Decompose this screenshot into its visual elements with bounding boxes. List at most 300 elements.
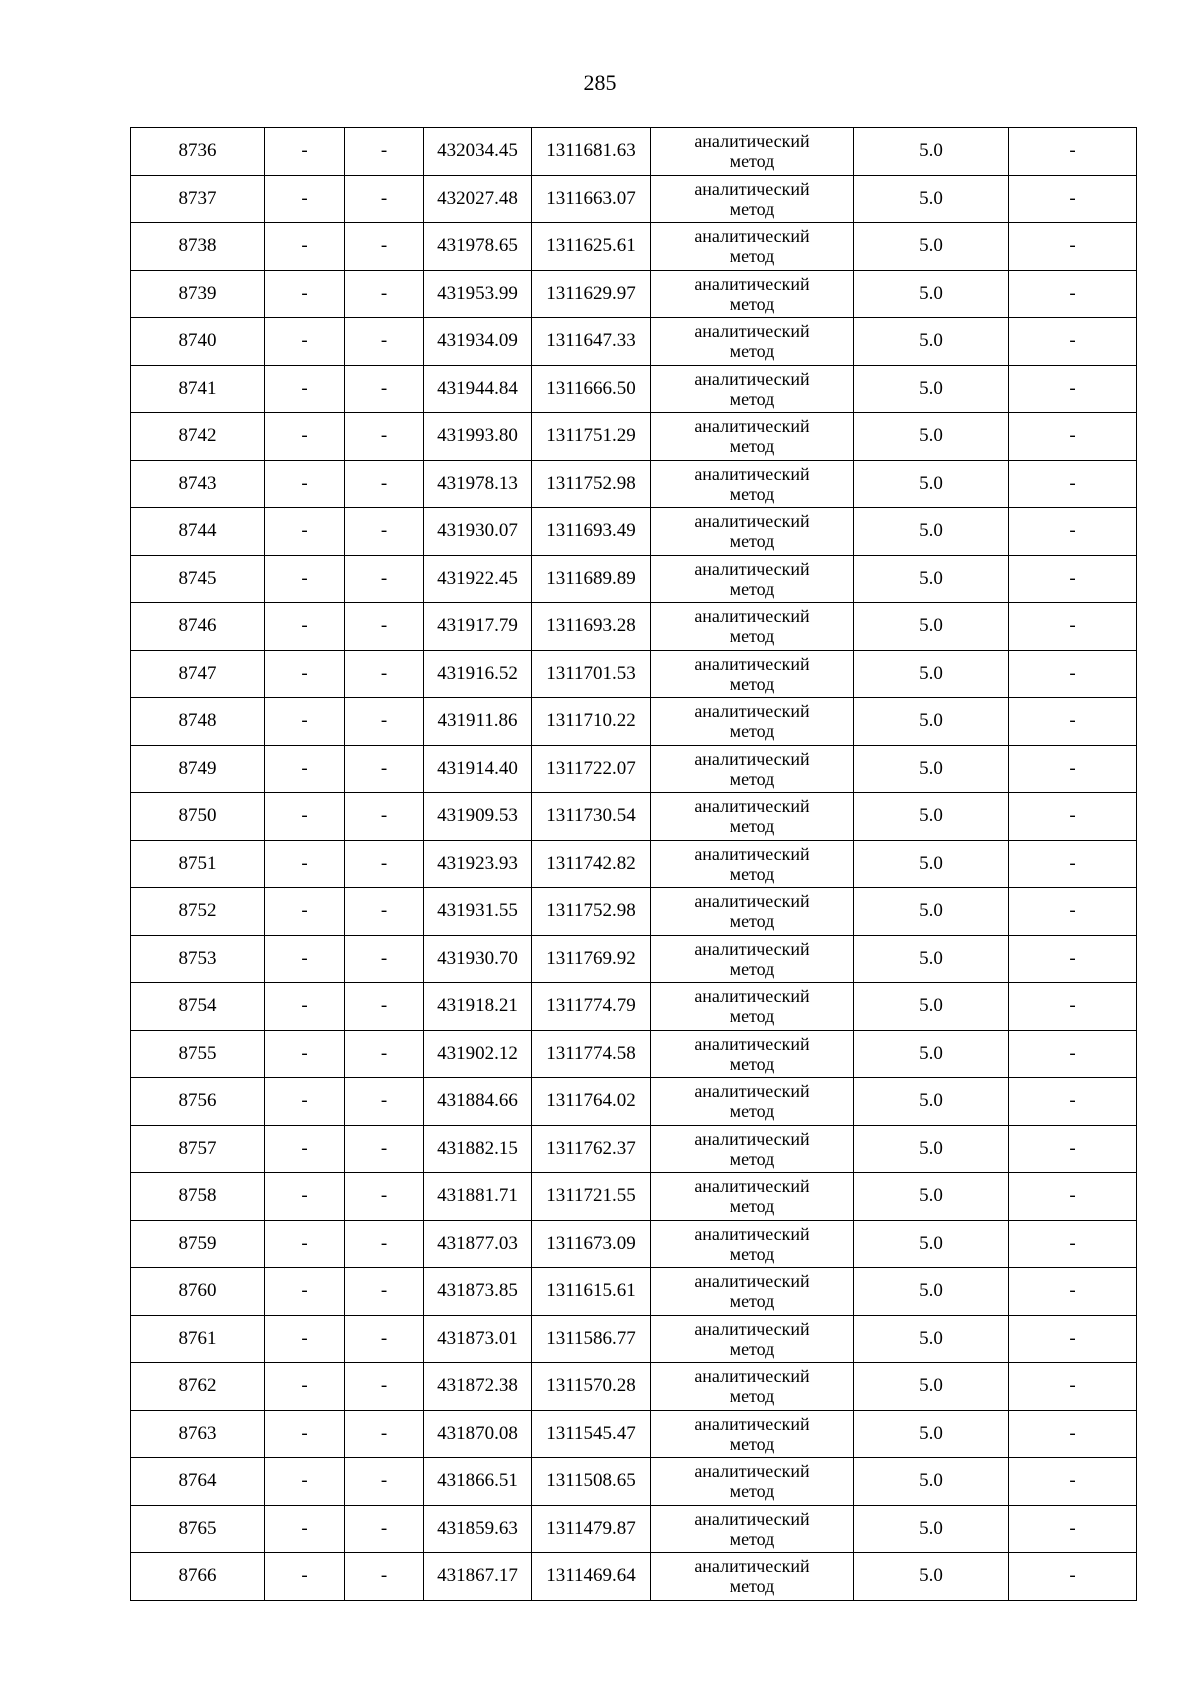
column-8-cell: -: [1009, 1505, 1137, 1553]
column-8-cell: -: [1009, 175, 1137, 223]
method-cell: [651, 650, 854, 698]
column-8-cell: -: [1009, 128, 1137, 176]
point-number-cell: 8759: [131, 1220, 265, 1268]
method-cell: [651, 365, 854, 413]
column-2-cell: -: [265, 745, 345, 793]
y-coordinate-cell: 1311469.64: [532, 1553, 651, 1601]
table-row: [131, 1078, 1137, 1126]
y-coordinate-cell: 1311545.47: [532, 1410, 651, 1458]
method-cell: [651, 508, 854, 556]
x-coordinate-cell: 432034.45: [424, 128, 532, 176]
column-2-cell: -: [265, 935, 345, 983]
column-2-cell: -: [265, 1078, 345, 1126]
x-coordinate-cell: 431916.52: [424, 650, 532, 698]
table-row: [131, 888, 1137, 936]
point-number-cell: 8756: [131, 1078, 265, 1126]
table-row: [131, 1173, 1137, 1221]
y-coordinate-cell: 1311625.61: [532, 223, 651, 271]
column-8-cell: -: [1009, 460, 1137, 508]
column-8-cell: -: [1009, 318, 1137, 366]
column-2-cell: -: [265, 1315, 345, 1363]
method-cell: [651, 1125, 854, 1173]
y-coordinate-cell: 1311570.28: [532, 1363, 651, 1411]
x-coordinate-cell: 431867.17: [424, 1553, 532, 1601]
method-line-1: аналитический: [694, 1033, 810, 1054]
table-body: [131, 128, 1137, 1601]
column-8-cell: -: [1009, 745, 1137, 793]
table-row: [131, 793, 1137, 841]
column-8-cell: -: [1009, 840, 1137, 888]
x-coordinate-cell: 431922.45: [424, 555, 532, 603]
method-cell: [651, 1220, 854, 1268]
method-cell: [651, 1315, 854, 1363]
method-line-2: метод: [729, 1528, 775, 1549]
method-line-2: метод: [729, 768, 775, 789]
column-8-cell: -: [1009, 1125, 1137, 1173]
accuracy-cell: 5.0: [854, 603, 1009, 651]
method-line-1: аналитический: [694, 463, 810, 484]
column-8-cell: -: [1009, 555, 1137, 603]
column-2-cell: -: [265, 175, 345, 223]
x-coordinate-cell: 431882.15: [424, 1125, 532, 1173]
point-number-cell: 8745: [131, 555, 265, 603]
method-cell: [651, 840, 854, 888]
accuracy-cell: 5.0: [854, 840, 1009, 888]
column-8-cell: -: [1009, 270, 1137, 318]
point-number-cell: 8736: [131, 128, 265, 176]
accuracy-cell: 5.0: [854, 460, 1009, 508]
accuracy-cell: 5.0: [854, 318, 1009, 366]
x-coordinate-cell: 431884.66: [424, 1078, 532, 1126]
column-3-cell: -: [345, 1030, 424, 1078]
method-line-1: аналитический: [694, 226, 810, 247]
method-cell: [651, 1173, 854, 1221]
column-2-cell: -: [265, 1505, 345, 1553]
accuracy-cell: 5.0: [854, 1125, 1009, 1173]
accuracy-cell: 5.0: [854, 745, 1009, 793]
table-row: [131, 175, 1137, 223]
table-row: [131, 745, 1137, 793]
point-number-cell: 8752: [131, 888, 265, 936]
x-coordinate-cell: 431873.01: [424, 1315, 532, 1363]
method-cell: [651, 1268, 854, 1316]
column-3-cell: -: [345, 793, 424, 841]
method-line-1: аналитический: [694, 1176, 810, 1197]
column-2-cell: -: [265, 1173, 345, 1221]
method-line-2: метод: [729, 388, 775, 409]
method-line-2: метод: [729, 911, 775, 932]
column-2-cell: -: [265, 1268, 345, 1316]
method-cell: [651, 1553, 854, 1601]
x-coordinate-cell: 432027.48: [424, 175, 532, 223]
point-number-cell: 8758: [131, 1173, 265, 1221]
column-3-cell: -: [345, 555, 424, 603]
method-line-1: аналитический: [694, 1556, 810, 1577]
x-coordinate-cell: 431978.65: [424, 223, 532, 271]
y-coordinate-cell: 1311663.07: [532, 175, 651, 223]
y-coordinate-cell: 1311508.65: [532, 1458, 651, 1506]
table-row: [131, 460, 1137, 508]
column-8-cell: -: [1009, 413, 1137, 461]
page-number: 285: [583, 70, 617, 95]
point-number-cell: 8747: [131, 650, 265, 698]
method-cell: [651, 888, 854, 936]
column-2-cell: -: [265, 270, 345, 318]
table-row: [131, 318, 1137, 366]
column-8-cell: -: [1009, 1363, 1137, 1411]
method-line-2: метод: [729, 816, 775, 837]
x-coordinate-cell: 431918.21: [424, 983, 532, 1031]
point-number-cell: 8738: [131, 223, 265, 271]
accuracy-cell: 5.0: [854, 413, 1009, 461]
y-coordinate-cell: 1311764.02: [532, 1078, 651, 1126]
column-8-cell: -: [1009, 1220, 1137, 1268]
method-cell: [651, 1410, 854, 1458]
method-cell: [651, 745, 854, 793]
column-3-cell: -: [345, 1268, 424, 1316]
method-line-1: аналитический: [694, 1128, 810, 1149]
column-2-cell: -: [265, 1410, 345, 1458]
method-line-2: метод: [729, 483, 775, 504]
column-3-cell: -: [345, 128, 424, 176]
method-cell: [651, 175, 854, 223]
method-line-2: метод: [729, 436, 775, 457]
column-2-cell: -: [265, 1125, 345, 1173]
y-coordinate-cell: 1311742.82: [532, 840, 651, 888]
method-line-1: аналитический: [694, 273, 810, 294]
method-line-2: метод: [729, 1006, 775, 1027]
column-3-cell: -: [345, 270, 424, 318]
column-2-cell: -: [265, 318, 345, 366]
x-coordinate-cell: 431930.70: [424, 935, 532, 983]
table-row: [131, 983, 1137, 1031]
column-8-cell: -: [1009, 650, 1137, 698]
column-3-cell: -: [345, 603, 424, 651]
column-3-cell: -: [345, 1315, 424, 1363]
column-3-cell: -: [345, 983, 424, 1031]
table-row: [131, 1315, 1137, 1363]
table-row: [131, 935, 1137, 983]
method-cell: [651, 1363, 854, 1411]
table-row: [131, 698, 1137, 746]
column-8-cell: -: [1009, 1268, 1137, 1316]
method-cell: [651, 1505, 854, 1553]
column-3-cell: -: [345, 698, 424, 746]
column-8-cell: -: [1009, 983, 1137, 1031]
y-coordinate-cell: 1311751.29: [532, 413, 651, 461]
column-3-cell: -: [345, 460, 424, 508]
method-line-1: аналитический: [694, 1223, 810, 1244]
point-number-cell: 8761: [131, 1315, 265, 1363]
column-3-cell: -: [345, 223, 424, 271]
x-coordinate-cell: 431859.63: [424, 1505, 532, 1553]
accuracy-cell: 5.0: [854, 365, 1009, 413]
method-line-1: аналитический: [694, 748, 810, 769]
point-number-cell: 8741: [131, 365, 265, 413]
y-coordinate-cell: 1311752.98: [532, 460, 651, 508]
method-line-1: аналитический: [694, 178, 810, 199]
accuracy-cell: 5.0: [854, 1268, 1009, 1316]
column-2-cell: -: [265, 128, 345, 176]
point-number-cell: 8760: [131, 1268, 265, 1316]
accuracy-cell: 5.0: [854, 1458, 1009, 1506]
method-line-2: метод: [729, 293, 775, 314]
column-8-cell: -: [1009, 1078, 1137, 1126]
y-coordinate-cell: 1311693.49: [532, 508, 651, 556]
accuracy-cell: 5.0: [854, 888, 1009, 936]
column-8-cell: -: [1009, 1173, 1137, 1221]
table-row: [131, 1030, 1137, 1078]
point-number-cell: 8744: [131, 508, 265, 556]
x-coordinate-cell: 431877.03: [424, 1220, 532, 1268]
accuracy-cell: 5.0: [854, 1173, 1009, 1221]
accuracy-cell: 5.0: [854, 793, 1009, 841]
x-coordinate-cell: 431870.08: [424, 1410, 532, 1458]
point-number-cell: 8740: [131, 318, 265, 366]
y-coordinate-cell: 1311710.22: [532, 698, 651, 746]
method-line-2: метод: [729, 673, 775, 694]
column-8-cell: -: [1009, 365, 1137, 413]
method-cell: [651, 413, 854, 461]
y-coordinate-cell: 1311774.79: [532, 983, 651, 1031]
x-coordinate-cell: 431902.12: [424, 1030, 532, 1078]
x-coordinate-cell: 431917.79: [424, 603, 532, 651]
y-coordinate-cell: 1311629.97: [532, 270, 651, 318]
column-2-cell: -: [265, 603, 345, 651]
x-coordinate-cell: 431923.93: [424, 840, 532, 888]
column-2-cell: -: [265, 1363, 345, 1411]
x-coordinate-cell: 431872.38: [424, 1363, 532, 1411]
method-line-1: аналитический: [694, 131, 810, 152]
y-coordinate-cell: 1311730.54: [532, 793, 651, 841]
point-number-cell: 8766: [131, 1553, 265, 1601]
method-line-1: аналитический: [694, 843, 810, 864]
x-coordinate-cell: 431866.51: [424, 1458, 532, 1506]
column-3-cell: -: [345, 745, 424, 793]
x-coordinate-cell: 431911.86: [424, 698, 532, 746]
point-number-cell: 8755: [131, 1030, 265, 1078]
method-line-2: метод: [729, 198, 775, 219]
table-row: [131, 603, 1137, 651]
method-cell: [651, 1458, 854, 1506]
accuracy-cell: 5.0: [854, 270, 1009, 318]
column-8-cell: -: [1009, 1553, 1137, 1601]
method-line-2: метод: [729, 721, 775, 742]
method-line-2: метод: [729, 1291, 775, 1312]
method-line-2: метод: [729, 151, 775, 172]
y-coordinate-cell: 1311586.77: [532, 1315, 651, 1363]
method-line-2: метод: [729, 1196, 775, 1217]
column-3-cell: -: [345, 365, 424, 413]
point-number-cell: 8757: [131, 1125, 265, 1173]
point-number-cell: 8750: [131, 793, 265, 841]
column-2-cell: -: [265, 1220, 345, 1268]
point-number-cell: 8737: [131, 175, 265, 223]
column-3-cell: -: [345, 413, 424, 461]
column-2-cell: -: [265, 840, 345, 888]
accuracy-cell: 5.0: [854, 650, 1009, 698]
point-number-cell: 8743: [131, 460, 265, 508]
y-coordinate-cell: 1311479.87: [532, 1505, 651, 1553]
column-3-cell: -: [345, 175, 424, 223]
column-3-cell: -: [345, 1505, 424, 1553]
column-8-cell: -: [1009, 223, 1137, 271]
method-line-2: метод: [729, 626, 775, 647]
column-8-cell: -: [1009, 1030, 1137, 1078]
table-row: [131, 1505, 1137, 1553]
x-coordinate-cell: 431881.71: [424, 1173, 532, 1221]
method-cell: [651, 1030, 854, 1078]
column-8-cell: -: [1009, 1315, 1137, 1363]
column-8-cell: -: [1009, 793, 1137, 841]
column-2-cell: -: [265, 698, 345, 746]
coordinates-table: [130, 127, 1137, 1601]
x-coordinate-cell: 431993.80: [424, 413, 532, 461]
table-row: [131, 270, 1137, 318]
column-2-cell: -: [265, 888, 345, 936]
method-line-1: аналитический: [694, 701, 810, 722]
column-3-cell: -: [345, 935, 424, 983]
method-line-1: аналитический: [694, 1271, 810, 1292]
method-cell: [651, 983, 854, 1031]
y-coordinate-cell: 1311693.28: [532, 603, 651, 651]
table-row: [131, 1363, 1137, 1411]
table-row: [131, 840, 1137, 888]
accuracy-cell: 5.0: [854, 175, 1009, 223]
accuracy-cell: 5.0: [854, 983, 1009, 1031]
y-coordinate-cell: 1311722.07: [532, 745, 651, 793]
point-number-cell: 8754: [131, 983, 265, 1031]
table-row: [131, 365, 1137, 413]
accuracy-cell: 5.0: [854, 223, 1009, 271]
column-2-cell: -: [265, 460, 345, 508]
y-coordinate-cell: 1311774.58: [532, 1030, 651, 1078]
table-row: [131, 650, 1137, 698]
column-2-cell: -: [265, 1458, 345, 1506]
accuracy-cell: 5.0: [854, 1410, 1009, 1458]
table-row: [131, 555, 1137, 603]
column-2-cell: -: [265, 555, 345, 603]
y-coordinate-cell: 1311673.09: [532, 1220, 651, 1268]
method-line-2: метод: [729, 1481, 775, 1502]
column-8-cell: -: [1009, 888, 1137, 936]
method-line-2: метод: [729, 1338, 775, 1359]
method-cell: [651, 270, 854, 318]
y-coordinate-cell: 1311689.89: [532, 555, 651, 603]
method-line-1: аналитический: [694, 606, 810, 627]
method-line-1: аналитический: [694, 986, 810, 1007]
method-line-2: метод: [729, 531, 775, 552]
column-3-cell: -: [345, 1220, 424, 1268]
column-8-cell: -: [1009, 1410, 1137, 1458]
column-3-cell: -: [345, 888, 424, 936]
x-coordinate-cell: 431873.85: [424, 1268, 532, 1316]
method-line-1: аналитический: [694, 1413, 810, 1434]
method-line-1: аналитический: [694, 1081, 810, 1102]
method-line-2: метод: [729, 246, 775, 267]
method-line-1: аналитический: [694, 1508, 810, 1529]
column-2-cell: -: [265, 793, 345, 841]
method-line-2: метод: [729, 578, 775, 599]
method-cell: [651, 1078, 854, 1126]
x-coordinate-cell: 431978.13: [424, 460, 532, 508]
point-number-cell: 8765: [131, 1505, 265, 1553]
method-line-1: аналитический: [694, 796, 810, 817]
method-line-1: аналитический: [694, 368, 810, 389]
method-cell: [651, 698, 854, 746]
method-line-2: метод: [729, 863, 775, 884]
method-cell: [651, 555, 854, 603]
method-line-2: метод: [729, 1576, 775, 1597]
method-line-1: аналитический: [694, 511, 810, 532]
accuracy-cell: 5.0: [854, 698, 1009, 746]
y-coordinate-cell: 1311769.92: [532, 935, 651, 983]
table-row: [131, 1553, 1137, 1601]
method-line-2: метод: [729, 1148, 775, 1169]
x-coordinate-cell: 431914.40: [424, 745, 532, 793]
table-row: [131, 413, 1137, 461]
y-coordinate-cell: 1311721.55: [532, 1173, 651, 1221]
table-row: [131, 1268, 1137, 1316]
table-row: [131, 1220, 1137, 1268]
method-line-2: метод: [729, 341, 775, 362]
x-coordinate-cell: 431953.99: [424, 270, 532, 318]
accuracy-cell: 5.0: [854, 1363, 1009, 1411]
y-coordinate-cell: 1311681.63: [532, 128, 651, 176]
column-8-cell: -: [1009, 508, 1137, 556]
method-cell: [651, 603, 854, 651]
y-coordinate-cell: 1311647.33: [532, 318, 651, 366]
column-8-cell: -: [1009, 1458, 1137, 1506]
column-2-cell: -: [265, 650, 345, 698]
column-8-cell: -: [1009, 698, 1137, 746]
point-number-cell: 8764: [131, 1458, 265, 1506]
column-3-cell: -: [345, 650, 424, 698]
accuracy-cell: 5.0: [854, 1553, 1009, 1601]
column-8-cell: -: [1009, 935, 1137, 983]
column-3-cell: -: [345, 508, 424, 556]
column-2-cell: -: [265, 983, 345, 1031]
x-coordinate-cell: 431930.07: [424, 508, 532, 556]
x-coordinate-cell: 431944.84: [424, 365, 532, 413]
column-2-cell: -: [265, 508, 345, 556]
method-line-2: метод: [729, 1386, 775, 1407]
method-line-1: аналитический: [694, 321, 810, 342]
method-line-2: метод: [729, 958, 775, 979]
accuracy-cell: 5.0: [854, 1505, 1009, 1553]
method-cell: [651, 935, 854, 983]
method-line-1: аналитический: [694, 653, 810, 674]
column-2-cell: -: [265, 1030, 345, 1078]
method-line-1: аналитический: [694, 1318, 810, 1339]
column-3-cell: -: [345, 1410, 424, 1458]
point-number-cell: 8751: [131, 840, 265, 888]
y-coordinate-cell: 1311701.53: [532, 650, 651, 698]
column-3-cell: -: [345, 1458, 424, 1506]
accuracy-cell: 5.0: [854, 555, 1009, 603]
x-coordinate-cell: 431934.09: [424, 318, 532, 366]
column-3-cell: -: [345, 840, 424, 888]
method-cell: [651, 318, 854, 366]
method-line-1: аналитический: [694, 1366, 810, 1387]
table-row: [131, 1410, 1137, 1458]
table-row: [131, 128, 1137, 176]
method-line-1: аналитический: [694, 558, 810, 579]
point-number-cell: 8749: [131, 745, 265, 793]
column-3-cell: -: [345, 318, 424, 366]
method-line-2: метод: [729, 1053, 775, 1074]
accuracy-cell: 5.0: [854, 1315, 1009, 1363]
